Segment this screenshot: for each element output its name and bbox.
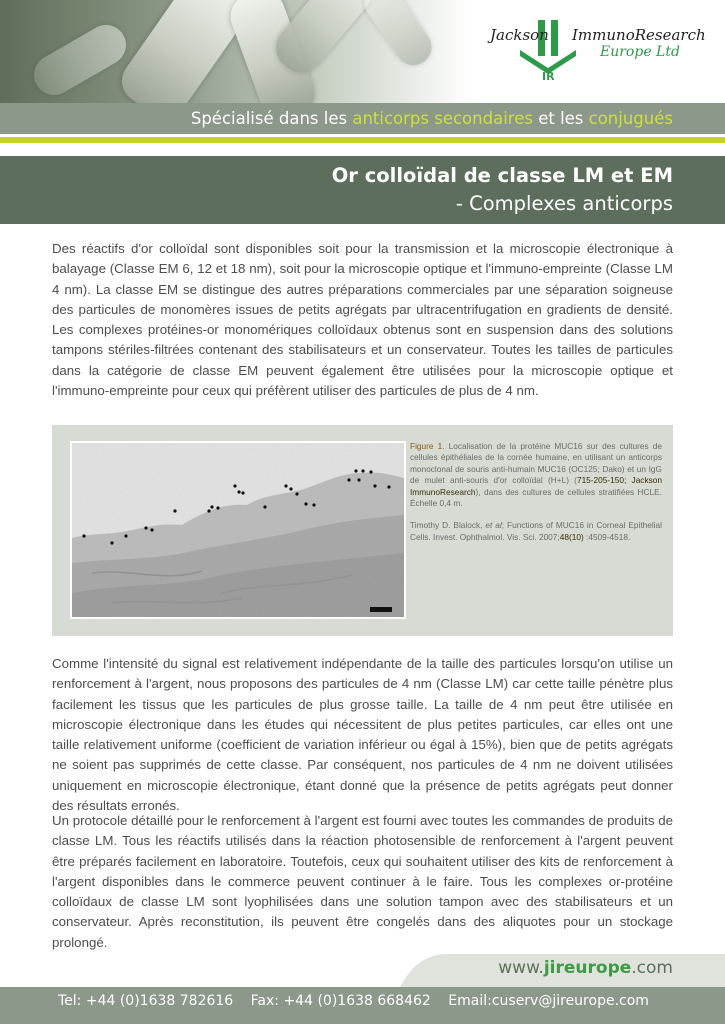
logo-name-left: Jackson xyxy=(490,26,549,44)
svg-text:IR: IR xyxy=(542,70,555,82)
fax-number: Fax: +44 (0)1638 668462 xyxy=(250,993,431,1009)
accent-stripe xyxy=(0,137,725,143)
intro-paragraph: Des réactifs d'or colloïdal sont disponibles soit pour la transmission et la microscopie électronique à balayage (Classe EM 6, 12 et 18 nm), soit pour la microscopie optique et l'immuno-empreinte (Classe LM 4 nm). La classe EM se distingue des autres préparations commerciales par une séparation soigneuse des particules de monomères issues de petits agrégats par ultracentrifugation en gradients de densité. Les complexes protéines-or monomériques colloïdaux obtenus sont en suspension dans des solutions tampons stériles-filtrées contenant des stabilisateurs et un conservateur. Toutes les tailles de particules dans la catégorie de classe EM peuvent également être utilisées pour la microscopie optique et l'immuno-empreinte pour ceux qui préfèrent utiliser des particules de plus de 4 nm. xyxy=(52,241,673,399)
page-subtitle: - Complexes anticorps xyxy=(455,192,673,215)
company-logo xyxy=(490,20,706,82)
website-link[interactable]: www.jireurope.com xyxy=(498,958,673,978)
silver-enhancement-paragraph: Comme l'intensité du signal est relativement indépendante de la taille des particules lorsqu'on utilise un renforcement à l'argent, nous proposons des particules de 4 nm (Classe LM) car cette taille pénètre plus facilement les tissus que les particules de plus grosse taille. La taille de 4 nm peut être utilisée en microscopie électronique dans les études qui nécessitent de plus petites particules, car elles ont une taille relativement uniforme (coefficient de variation inférieur ou égal à 15%), bien que de petits agrégats ne soient pas supprimés de cette classe. Par conséquent, nos particules de 4 nm ne doivent utilisées uniquement en microscopie électronique, étant donné que la présence de petits agrégats peut donner des résultats erronés. xyxy=(52,656,673,814)
contact-info xyxy=(58,993,662,1009)
figure-caption: Figure 1. Localisation de la protéine MUC16 sur des cultures de cellules épithéliales de la cornée humaine, en utilisant un anticorps monoclonal de souris anti-humain MUC16 (OC125; Dako) et un IgG de mulet anti-souris d'or colloïdal (H+L) (715-205-150; Jackson ImmunoResearch), dans des cultures de cellules stratifiées HCLE. Échelle 0,4 m. Timothy D. Blalock, et al; Functions of MUC16 in Corneal Epithelial Cells. Invest. Ophthalmol. Vis. Sci. 2007;48(10) :4509-4518. xyxy=(410,441,662,542)
phone-number[interactable]: Tel: +44 (0)1638 782616 xyxy=(58,993,234,1009)
header-bacteria-image xyxy=(0,0,470,103)
protocol-paragraph: Un protocole détaillé pour le renforcement à l'argent est fourni avec toutes les commandes de produits de classe LM. Tous les réactifs utilisés dans la réaction photosensible de renforcement à l'argent peuvent être préparés facilement en laboratoire. Toutefois, ceux qui souhaitent utiliser des kits de renforcement à l'argent disponibles dans le commerce peuvent continuer à le faire. Tous les complexes or-protéine colloïdaux de classe LM sont lyophilisées dans une solution tampon avec des stabilisateurs et un conservateur. Après reconstitution, ils peuvent être congelés dans des aliquotes pour un stockage prolongé. xyxy=(52,813,673,950)
page-title: Or colloïdal de classe LM et EM xyxy=(331,164,673,187)
email-address[interactable]: Email:cuserv@jireurope.com xyxy=(448,993,649,1009)
micrograph-image xyxy=(70,441,406,619)
figure-box xyxy=(52,425,673,636)
figure-citation: Timothy D. Blalock, et al; Functions of MUC16 in Corneal Epithelial Cells. Invest. Ophthalmol. Vis. Sci. 2007;48(10) :4509-4518. xyxy=(410,520,662,542)
logo-subtitle: Europe Ltd xyxy=(600,44,680,60)
header xyxy=(0,0,725,103)
product-reference-link[interactable]: 715-205-150; Jackson ImmunoResearch xyxy=(410,475,662,497)
figure-label: Figure 1. xyxy=(410,441,445,451)
tagline: Spécialisé dans les anticorps secondaires et les conjugués xyxy=(190,109,673,128)
logo-name-right: ImmunoResearch xyxy=(572,26,706,44)
